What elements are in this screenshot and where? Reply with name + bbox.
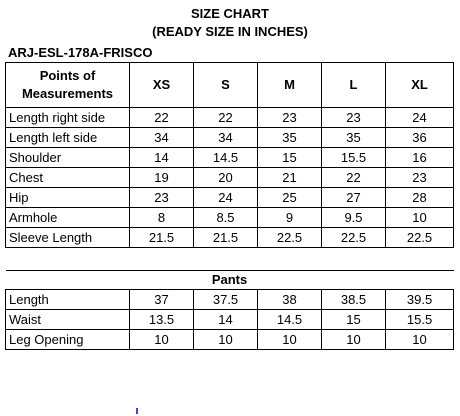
measurement-value: 35 [322, 128, 386, 148]
measurement-row [6, 310, 454, 330]
measurement-value: 22.5 [322, 228, 386, 248]
measurement-value: 14.5 [258, 310, 322, 330]
measurement-value: 27 [322, 188, 386, 208]
measurement-value: 22.5 [258, 228, 322, 248]
measurement-value: 24 [194, 188, 258, 208]
measurement-label: Chest [6, 168, 130, 188]
measurement-value: 19 [130, 168, 194, 188]
measurement-value: 22 [130, 108, 194, 128]
measurement-row [6, 108, 454, 128]
measurement-value: 8 [130, 208, 194, 228]
measurement-value: 14 [194, 310, 258, 330]
measurement-label: Leg Opening [6, 330, 130, 350]
stray-mark [136, 408, 138, 414]
measurement-label: Waist [6, 310, 130, 330]
measurement-value: 21 [258, 168, 322, 188]
measurement-label: Armhole [6, 208, 130, 228]
measurement-label: Length left side [6, 128, 130, 148]
measurement-label: Shoulder [6, 148, 130, 168]
measurement-row [6, 208, 454, 228]
measurement-value: 20 [194, 168, 258, 188]
measurement-value: 21.5 [194, 228, 258, 248]
measurement-value: 24 [386, 108, 454, 128]
measurement-value: 14 [130, 148, 194, 168]
size-header: S [194, 63, 258, 108]
measurement-value: 15.5 [322, 148, 386, 168]
measurement-header: Points of Measurements [6, 63, 130, 108]
measurement-row [6, 168, 454, 188]
measurement-label: Sleeve Length [6, 228, 130, 248]
measurement-label: Hip [6, 188, 130, 208]
measurement-value: 15.5 [386, 310, 454, 330]
size-header: M [258, 63, 322, 108]
measurement-value: 34 [130, 128, 194, 148]
measurement-value: 14.5 [194, 148, 258, 168]
measurement-value: 38 [258, 290, 322, 310]
pants-section-row [6, 271, 454, 290]
measurement-value: 35 [258, 128, 322, 148]
measurement-row [6, 290, 454, 310]
measurement-value: 37 [130, 290, 194, 310]
measurement-value: 13.5 [130, 310, 194, 330]
pants-section-title: Pants [6, 271, 454, 290]
measurement-label: Length [6, 290, 130, 310]
measurement-row [6, 330, 454, 350]
measurement-value: 9.5 [322, 208, 386, 228]
measurement-value: 34 [194, 128, 258, 148]
pants-table [5, 270, 454, 350]
header-row [6, 63, 454, 108]
size-header: XS [130, 63, 194, 108]
measurement-value: 21.5 [130, 228, 194, 248]
measurement-value: 23 [386, 168, 454, 188]
measurement-value: 37.5 [194, 290, 258, 310]
measurement-value: 15 [258, 148, 322, 168]
measurement-value: 22 [322, 168, 386, 188]
measurement-value: 23 [130, 188, 194, 208]
measurement-value: 10 [258, 330, 322, 350]
size-header: XL [386, 63, 454, 108]
measurement-value: 38.5 [322, 290, 386, 310]
measurement-row [6, 148, 454, 168]
measurement-value: 25 [258, 188, 322, 208]
measurement-value: 10 [386, 208, 454, 228]
measurement-value: 10 [130, 330, 194, 350]
measurement-row [6, 228, 454, 248]
measurement-value: 10 [322, 330, 386, 350]
chart-title: SIZE CHART [191, 6, 269, 21]
measurement-value: 16 [386, 148, 454, 168]
measurement-value: 36 [386, 128, 454, 148]
measurement-value: 22 [194, 108, 258, 128]
measurement-value: 9 [258, 208, 322, 228]
chart-subtitle: (READY SIZE IN INCHES) [152, 24, 308, 39]
size-header: L [322, 63, 386, 108]
measurement-value: 28 [386, 188, 454, 208]
size-table [5, 62, 454, 248]
measurement-value: 8.5 [194, 208, 258, 228]
style-code: ARJ-ESL-178A-FRISCO [8, 45, 153, 60]
measurement-row [6, 188, 454, 208]
measurement-value: 39.5 [386, 290, 454, 310]
measurement-value: 23 [322, 108, 386, 128]
measurement-row [6, 128, 454, 148]
measurement-value: 22.5 [386, 228, 454, 248]
measurement-value: 23 [258, 108, 322, 128]
measurement-value: 10 [194, 330, 258, 350]
measurement-label: Length right side [6, 108, 130, 128]
measurement-value: 10 [386, 330, 454, 350]
measurement-value: 15 [322, 310, 386, 330]
